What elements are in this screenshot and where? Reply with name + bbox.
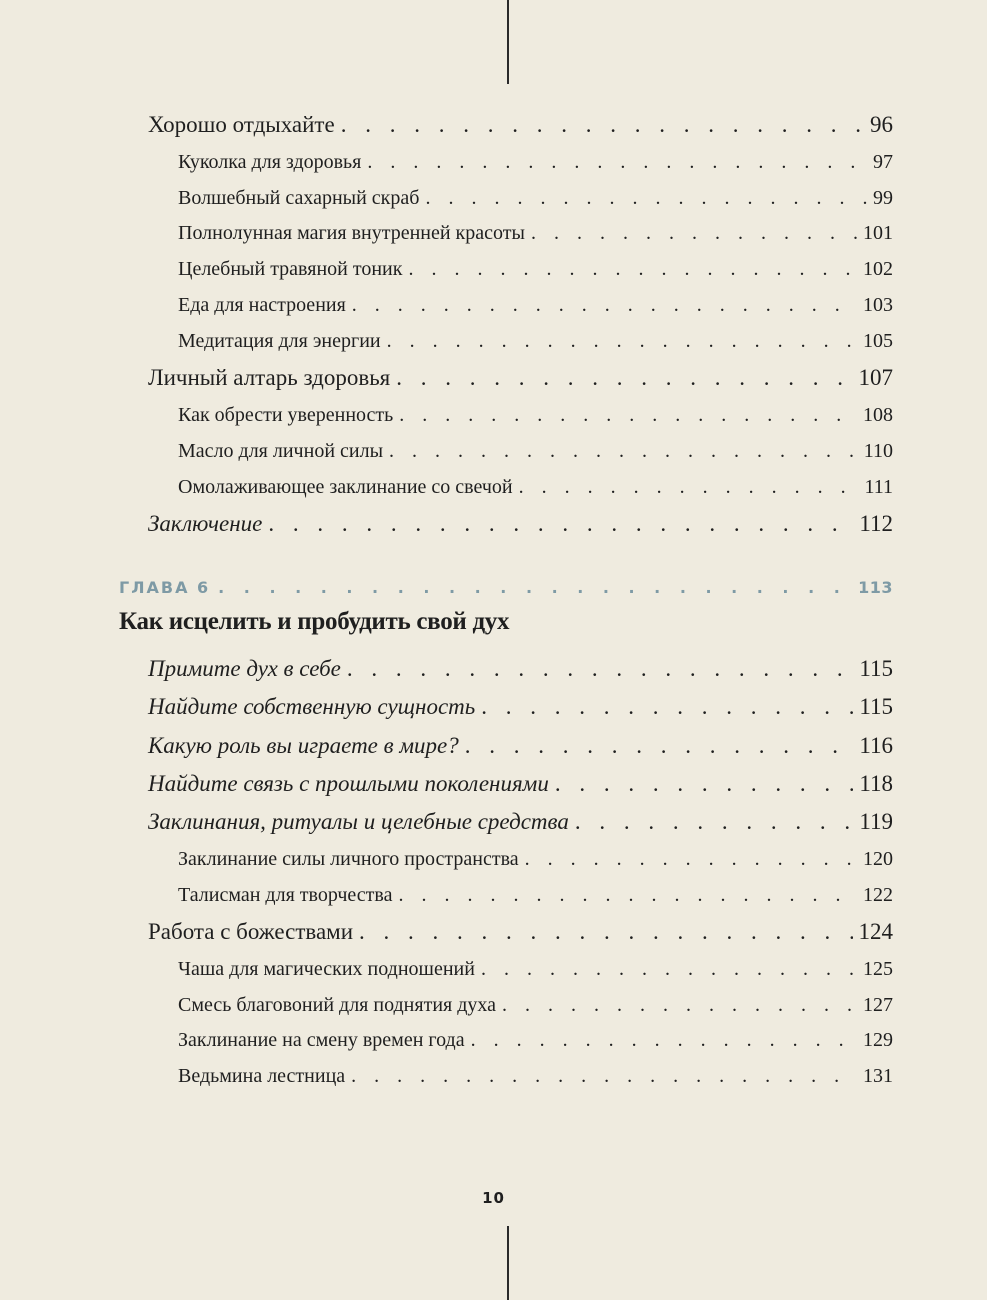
toc-entry-title: Талисман для творчества xyxy=(178,884,393,906)
toc-entry-page: 122 xyxy=(863,884,893,906)
toc-subentry[interactable] xyxy=(178,222,893,245)
dot-leader xyxy=(525,848,857,871)
dot-leader xyxy=(387,330,857,353)
dot-leader xyxy=(408,258,857,281)
toc-entry-title: Куколка для здоровья xyxy=(178,151,362,173)
toc-entry-page: 118 xyxy=(859,771,893,796)
toc-entry-page: 116 xyxy=(859,733,893,758)
toc-entry-title: Личный алтарь здоровья xyxy=(148,365,391,390)
toc-subentry[interactable] xyxy=(178,476,893,499)
toc-entry[interactable] xyxy=(148,656,893,682)
toc-entry-title: Масло для личной силы xyxy=(178,440,384,462)
toc-entry-page: 115 xyxy=(859,694,893,719)
dot-leader xyxy=(471,1029,857,1052)
toc-entry-page: 115 xyxy=(859,656,893,681)
toc-subentry[interactable] xyxy=(178,1065,893,1088)
dot-leader xyxy=(399,404,857,427)
toc-entry-title: Еда для настроения xyxy=(178,294,346,316)
toc-entry-title: Медитация для энергии xyxy=(178,330,381,352)
toc-entry-title: Заклинание на смену времен года xyxy=(178,1029,465,1051)
chapter-label: ГЛАВА 6 xyxy=(119,578,211,597)
toc-entry-page: 102 xyxy=(863,258,893,280)
toc-subentry[interactable] xyxy=(178,884,893,907)
toc-subentry[interactable] xyxy=(178,330,893,353)
toc-entry-title: Чаша для магических подношений xyxy=(178,958,475,980)
dot-leader xyxy=(519,476,859,499)
dot-leader xyxy=(268,511,853,537)
toc-subentry[interactable] xyxy=(178,994,893,1017)
toc-entry-page: 103 xyxy=(863,294,893,316)
toc-entry-title: Заклинание силы личного пространства xyxy=(178,848,519,870)
toc-entry[interactable] xyxy=(148,733,893,759)
toc-entry-page: 107 xyxy=(858,365,893,390)
toc-entry[interactable] xyxy=(148,112,893,138)
toc-subentry[interactable] xyxy=(178,958,893,981)
toc-entry-page: 112 xyxy=(859,511,893,536)
toc-entry-page: 120 xyxy=(863,848,893,870)
toc-entry-page: 99 xyxy=(873,187,893,209)
toc-entry-page: 131 xyxy=(863,1065,893,1087)
dot-leader xyxy=(502,994,857,1017)
chapter-page: 113 xyxy=(858,578,893,597)
toc-subentry[interactable] xyxy=(178,258,893,281)
toc-entry[interactable] xyxy=(148,919,893,945)
dot-leader xyxy=(398,884,857,907)
toc-entry-title: Какую роль вы играете в мире? xyxy=(148,733,459,758)
dot-leader xyxy=(218,578,852,597)
dot-leader xyxy=(465,733,854,759)
page-number: 10 xyxy=(482,1189,505,1207)
toc-entry-page: 105 xyxy=(863,330,893,352)
toc-entry-page: 129 xyxy=(863,1029,893,1051)
toc-entry-title: Омолаживающее заклинание со свечой xyxy=(178,476,513,498)
dot-leader xyxy=(575,809,853,835)
toc-entry-title: Найдите связь с прошлыми поколениями xyxy=(148,771,549,796)
toc-entry-page: 97 xyxy=(873,151,893,173)
toc-subentry[interactable] xyxy=(178,187,893,210)
toc-entry-page: 110 xyxy=(863,440,893,462)
toc-entry-title: Заклинания, ритуалы и целебные средства xyxy=(148,809,569,834)
toc-entry-title: Полнолунная магия внутренней красоты xyxy=(178,222,525,244)
toc-subentry[interactable] xyxy=(178,404,893,427)
toc-entry-title: Волшебный сахарный скраб xyxy=(178,187,420,209)
dot-leader xyxy=(555,771,854,797)
bottom-divider-line xyxy=(507,1226,509,1300)
toc-entry-page: 96 xyxy=(870,112,893,137)
toc-entry-title: Заключение xyxy=(148,511,263,536)
dot-leader xyxy=(481,958,857,981)
dot-leader xyxy=(396,365,852,391)
dot-leader xyxy=(347,656,853,682)
toc-entry-title: Целебный травяной тоник xyxy=(178,258,403,280)
dot-leader xyxy=(389,440,858,463)
toc-subentry[interactable] xyxy=(178,151,893,174)
toc-entry-page: 111 xyxy=(864,476,893,498)
dot-leader xyxy=(352,294,857,317)
dot-leader xyxy=(359,919,852,945)
toc-entry-page: 124 xyxy=(858,919,893,944)
toc-entry[interactable] xyxy=(148,511,893,537)
toc-subentry[interactable] xyxy=(178,294,893,317)
toc-subentry[interactable] xyxy=(178,1029,893,1052)
dot-leader xyxy=(531,222,857,245)
dot-leader xyxy=(481,694,853,720)
toc-entry-title: Смесь благовоний для поднятия духа xyxy=(178,994,497,1016)
toc-entry-page: 101 xyxy=(863,222,893,244)
dot-leader xyxy=(367,151,867,174)
toc-entry-title: Хорошо отдыхайте xyxy=(148,112,335,137)
toc-entry-page: 127 xyxy=(863,994,893,1016)
toc-entry[interactable] xyxy=(148,365,893,391)
chapter-title: Как исцелить и пробудить свой дух xyxy=(119,608,510,635)
toc-entry-title: Ведьмина лестница xyxy=(178,1065,346,1087)
toc-entry[interactable] xyxy=(148,694,893,720)
top-divider-line xyxy=(507,0,509,84)
dot-leader xyxy=(341,112,864,138)
toc-entry[interactable] xyxy=(148,809,893,835)
dot-leader xyxy=(351,1065,857,1088)
toc-entry-title: Как обрести уверенность xyxy=(178,404,394,426)
toc-subentry[interactable] xyxy=(178,848,893,871)
toc-entry-page: 108 xyxy=(863,404,893,426)
toc-entry-title: Работа с божествами xyxy=(148,919,354,944)
toc-entry-page: 125 xyxy=(863,958,893,980)
toc-entry-title: Найдите собственную сущность xyxy=(148,694,476,719)
toc-entry-page: 119 xyxy=(859,809,893,834)
toc-subentry[interactable] xyxy=(178,440,893,463)
toc-entry-title: Примите дух в себе xyxy=(148,656,341,681)
dot-leader xyxy=(425,187,867,210)
toc-entry[interactable] xyxy=(148,771,893,797)
chapter-heading[interactable] xyxy=(119,578,893,597)
